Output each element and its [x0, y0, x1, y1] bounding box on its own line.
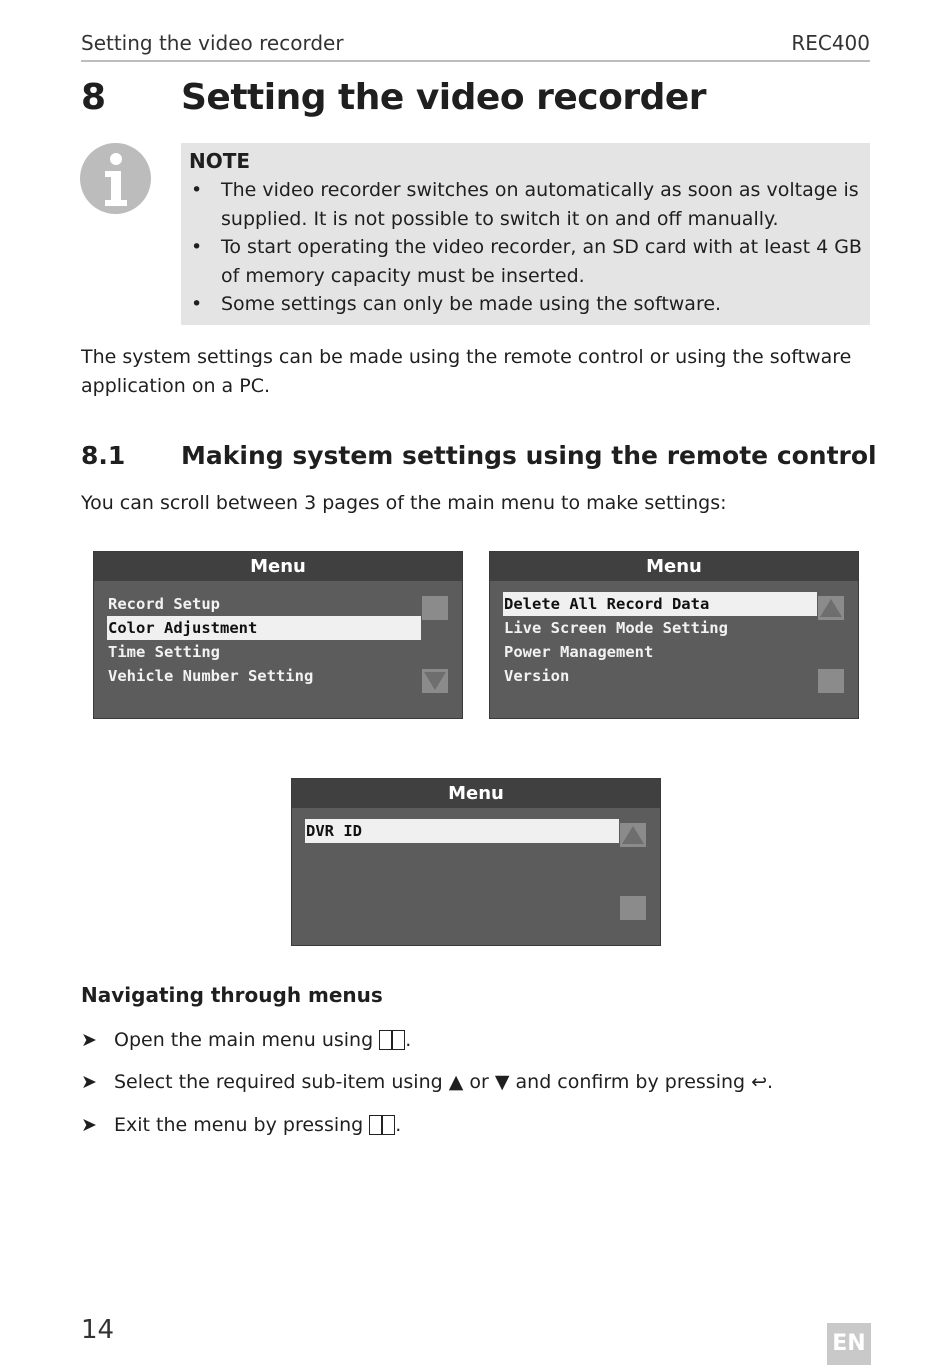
menu-screenshot-page-2	[489, 551, 859, 719]
step-text: Exit the menu by pressing	[114, 1114, 370, 1136]
menu-item-time-setting: Time Setting	[108, 643, 220, 661]
page-number: 14	[81, 1315, 115, 1345]
note-title: NOTE	[189, 149, 251, 173]
step-text: Open the main menu using	[114, 1029, 380, 1051]
bullet-arrow-icon: ➤	[81, 1114, 97, 1136]
bullet-arrow-icon: ➤	[81, 1071, 97, 1093]
navigation-heading: Navigating through menus	[81, 983, 383, 1007]
menu-item-vehicle-number-setting: Vehicle Number Setting	[108, 667, 314, 685]
section-paragraph: You can scroll between 3 pages of the main menu to make settings:	[81, 492, 727, 514]
menu-item-delete-all-record-data: Delete All Record Data	[503, 592, 817, 616]
note-item: • Some settings can only be made using the software.	[189, 290, 863, 319]
menu-item-dvr-id: DVR ID	[305, 819, 619, 843]
chapter-number: 8	[81, 77, 107, 118]
section-title: Making system settings using the remote control	[181, 441, 877, 470]
bullet-arrow-icon: ➤	[81, 1029, 97, 1051]
running-head-section: Setting the video recorder	[81, 31, 344, 55]
menu-screenshot-page-1	[93, 551, 463, 719]
menu-key-icon	[369, 1115, 395, 1135]
menu-title: Menu	[94, 552, 462, 581]
menu-key-icon	[379, 1030, 405, 1050]
intro-paragraph: The system settings can be made using the remote control or using the software application on a PC.	[81, 346, 852, 397]
menu-item-list	[503, 592, 817, 688]
info-icon	[80, 143, 151, 214]
section-number: 8.1	[81, 441, 126, 470]
step-select-item: ➤ Select the required sub-item using ▲ or ▼ and confirm by pressing ↩.	[81, 1068, 773, 1096]
scroll-down-blank	[818, 669, 844, 693]
scroll-up-icon	[620, 823, 646, 847]
running-head-product: REC400	[791, 31, 870, 55]
menu-screenshot-page-3	[291, 778, 661, 946]
note-box	[181, 143, 870, 325]
menu-item-live-screen-mode-setting: Live Screen Mode Setting	[504, 619, 728, 637]
step-text: Select the required sub-item using	[114, 1071, 449, 1093]
menu-item-list	[107, 592, 421, 688]
note-list	[189, 176, 863, 319]
scroll-up-blank	[422, 596, 448, 620]
note-item: • To start operating the video recorder, an SD card with at least 4 GB of memory capacity must be inserted.	[189, 233, 863, 290]
up-arrow-icon: ▲	[448, 1071, 464, 1093]
down-arrow-icon: ▼	[494, 1071, 510, 1093]
note-item: • The video recorder switches on automatically as soon as voltage is supplied. It is not possible to switch it on and off manually.	[189, 176, 863, 233]
menu-item-record-setup: Record Setup	[108, 595, 220, 613]
step-open-menu: ➤ Open the main menu using .	[81, 1026, 411, 1054]
menu-item-list	[305, 819, 619, 843]
language-badge: EN	[827, 1323, 871, 1365]
scroll-down-blank	[620, 896, 646, 920]
chapter-title: Setting the video recorder	[181, 77, 707, 118]
menu-item-version: Version	[504, 667, 570, 685]
menu-item-power-management: Power Management	[504, 643, 654, 661]
scroll-down-icon	[422, 669, 448, 693]
step-exit-menu: ➤ Exit the menu by pressing .	[81, 1111, 401, 1139]
scroll-up-icon	[818, 596, 844, 620]
menu-title: Menu	[490, 552, 858, 581]
menu-item-color-adjustment: Color Adjustment	[107, 616, 421, 640]
header-divider	[81, 60, 870, 62]
menu-title: Menu	[292, 779, 660, 808]
enter-key-icon: ↩	[751, 1071, 768, 1093]
